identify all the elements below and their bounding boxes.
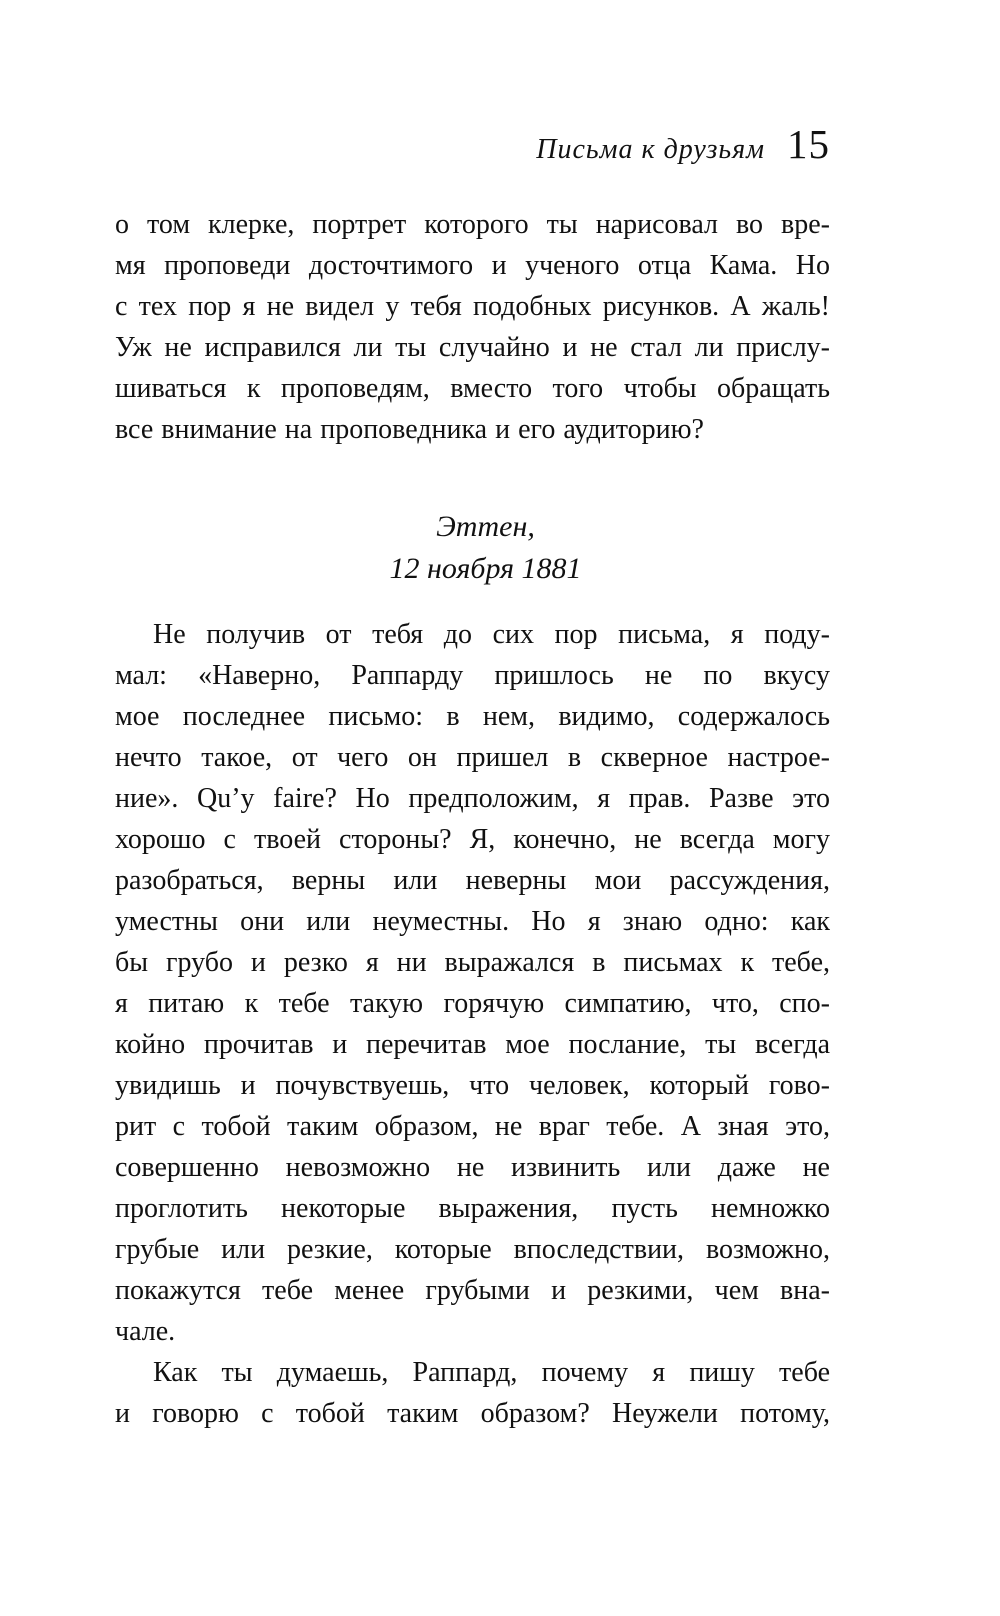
paragraph-letter-body [115,614,830,1352]
paragraph-closing [115,1352,830,1434]
text-line: мал: «Наверно, Раппарду пришлось не по вкусу [115,660,830,691]
text-line: я питаю к тебе такую горячую симпатию, что, спо- [115,988,830,1019]
text-line: ние». Qu’y faire? Но предположим, я прав. Разве это [115,783,830,814]
text-line: чале. [115,1316,176,1347]
text-line: уместны они или неуместны. Но я знаю одно: как [115,906,830,937]
text-line: о том клерке, портрет которого ты нарисовал во вре- [115,209,830,240]
page-text-block [115,204,830,1434]
text-line: разобраться, верны или неверны мои рассуждения, [115,865,830,896]
running-header [115,0,830,168]
text-line: увидишь и почувствуешь, что человек, который гово- [115,1070,830,1101]
text-line: все внимание на проповедника и его аудиторию? [115,414,704,445]
text-line: шиваться к проповедям, вместо того чтобы обращать [115,373,830,404]
text-line: мое последнее письмо: в нем, видимо, содержалось [115,701,830,732]
paragraph-opening [115,204,830,450]
text-line: мя проповеди досточтимого и ученого отца Кама. Но [115,250,830,281]
text-line: койно прочитав и перечитав мое послание, ты всегда [115,1029,830,1060]
text-line: Не получив от тебя до сих пор письма, я поду- [153,619,830,650]
text-line: нечто такое, от чего он пришел в скверное настрое- [115,742,830,773]
text-line: и говорю с тобой таким образом? Неужели потому, [115,1398,830,1429]
dateline-date: 12 ноября 1881 [389,552,582,585]
text-line: Как ты думаешь, Раппард, почему я пишу тебе [153,1357,830,1388]
text-line: с тех пор я не видел у тебя подобных рисунков. А жаль! [115,291,830,322]
text-line: бы грубо и резко я ни выражался в письмах к тебе, [115,947,830,978]
dateline-place: Эттен, [436,510,535,543]
text-line: грубые или резкие, которые впоследствии, возможно, [115,1234,830,1265]
text-line: проглотить некоторые выражения, пусть немножко [115,1193,830,1224]
letter-dateline [141,506,830,590]
text-line: покажутся тебе менее грубыми и резкими, чем вна- [115,1275,830,1306]
text-line: хорошо с твоей стороны? Я, конечно, не всегда могу [115,824,830,855]
text-line: Уж не исправился ли ты случайно и не стал ли прислу- [115,332,830,363]
page-number: 15 [787,121,830,167]
text-line: совершенно невозможно не извинить или даже не [115,1152,830,1183]
running-title: Письма к друзьям [536,134,765,165]
text-line: рит с тобой таким образом, не враг тебе. А зная это, [115,1111,830,1142]
